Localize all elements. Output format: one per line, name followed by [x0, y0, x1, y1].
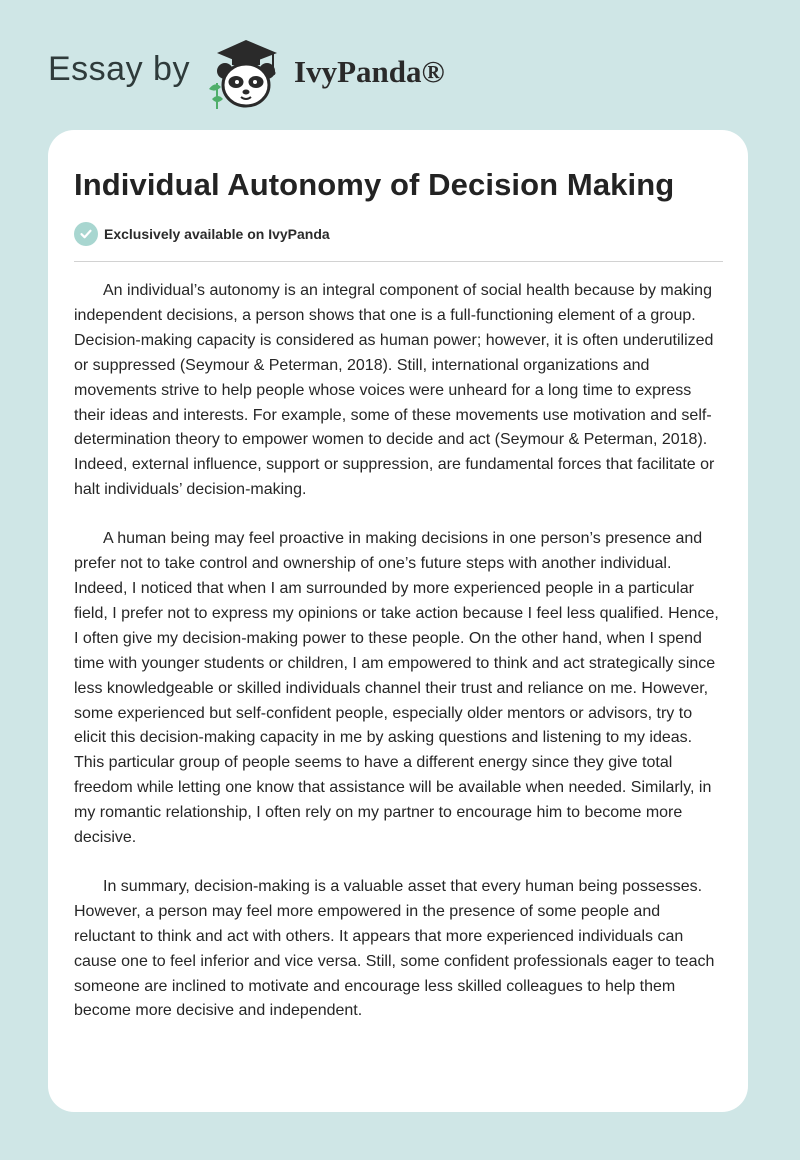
panda-graduate-icon[interactable] — [203, 37, 289, 109]
paragraph-1: An individual’s autonomy is an integral component of social health because by making independent decisions, a person shows that one is a full-functioning element of a group. Decision-making capacity is considered as human power; however, it is often underutilized or suppressed (Seymour & Peterman, 2018). Still, international organizations and movements strive to help people whose voices were unheard for a long time to express their ideas and interests. For example, some of these movements use motivation and self-determination theory to empower women to decide and act (Seymour & Peterman, 2018). Indeed, external influence, support or suppression, are fundamental forces that facilitate or halt individuals’ decision-making. — [74, 282, 715, 499]
paragraph-2: A human being may feel proactive in making decisions in one person’s presence and prefer not to take control and ownership of one’s future steps with another individual. Indeed, I noticed that when I am surrounded by more experienced people in a particular field, I prefer not to express my opinions or take action because I feel less qualified. Hence, I often give my decision-making power to these people. On the other hand, when I spend time with younger students or children, I am empowered to think and act strategically since less knowledgeable or skilled individuals channel their trust and reliance on me. However, some experienced but self-confident people, especially older mentors or advisors, try to elicit this decision-making capacity in me by asking questions and listening to my ideas. This particular group of people seems to have a different energy since they give total freedom while letting one know that assistance will be available when needed. Similarly, in my romantic relationship, I often rely on my partner to encourage him to become more decisive. — [74, 530, 719, 847]
brand-name[interactable]: IvyPanda® — [294, 54, 445, 89]
exclusive-badge-label: Exclusively available on IvyPanda — [104, 226, 330, 242]
check-icon — [74, 222, 98, 246]
essay-card — [48, 130, 748, 1112]
essay-body — [74, 279, 720, 1048]
essay-by-label: Essay by — [48, 50, 190, 88]
paragraph-3: In summary, decision-making is a valuable asset that every human being possesses. However, a person may feel more empowered in the presence of some people and reluctant to think and act with others. It appears that more experienced individuals can cause one to feel inferior and vice versa. Still, some confident professionals eager to teach someone are inclined to motivate and encourage less skilled colleagues to help them become more decisive and independent. — [74, 877, 715, 1020]
page-title: Individual Autonomy of Decision Making — [74, 167, 675, 202]
divider — [74, 261, 723, 262]
exclusive-badge — [74, 221, 330, 247]
site-header — [0, 0, 800, 120]
